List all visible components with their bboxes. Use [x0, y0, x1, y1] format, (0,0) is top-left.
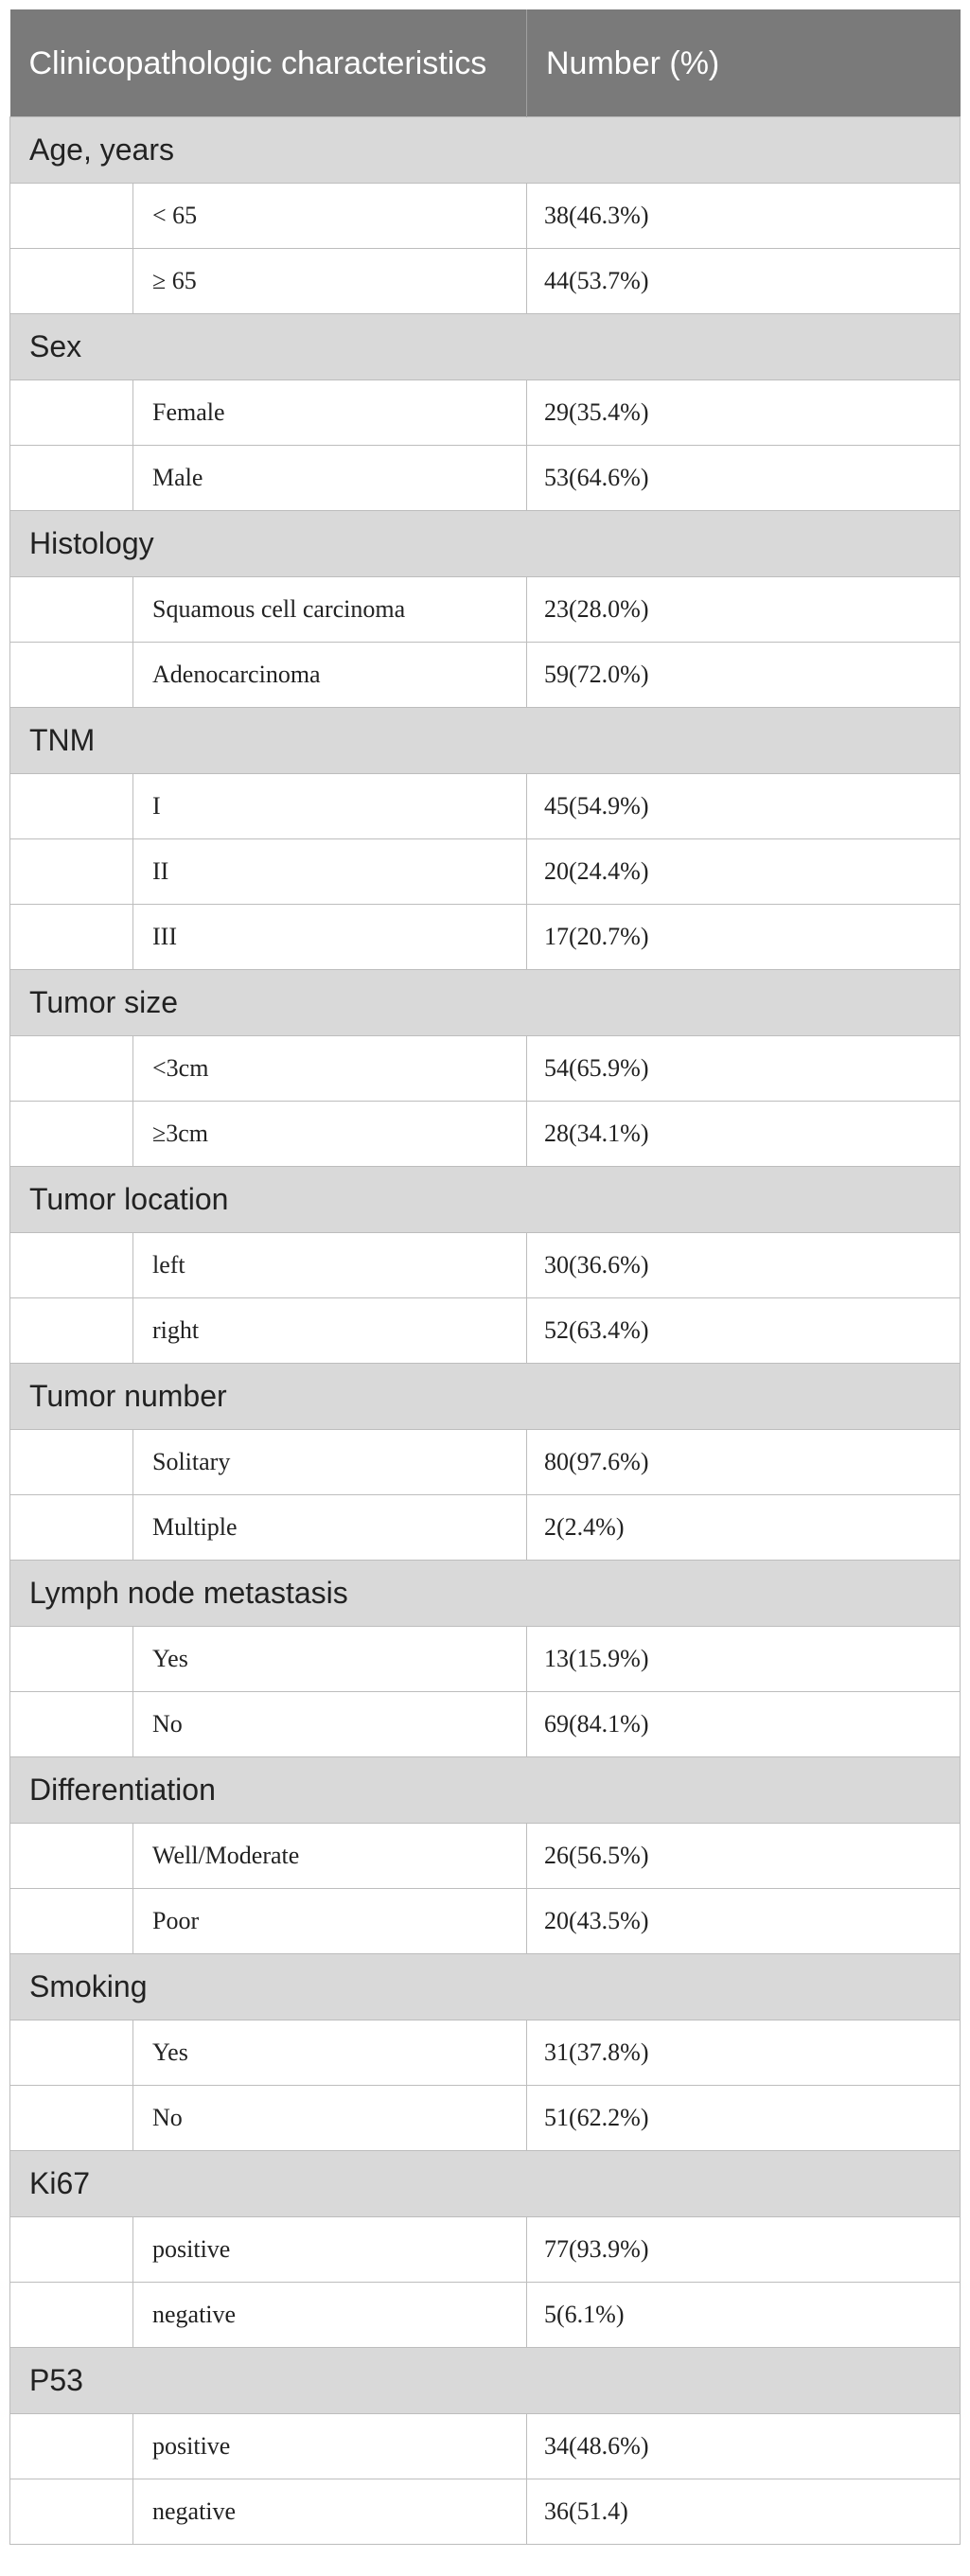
indent-cell — [10, 2217, 133, 2283]
indent-cell — [10, 2479, 133, 2545]
table-row — [10, 380, 961, 446]
row-value: 59(72.0%) — [527, 643, 961, 708]
category-row — [10, 970, 961, 1036]
table-row — [10, 249, 961, 314]
category-row — [10, 1561, 961, 1627]
row-label: Female — [133, 380, 527, 446]
category-label: TNM — [10, 708, 961, 774]
table-row — [10, 1692, 961, 1757]
table-row — [10, 1627, 961, 1692]
table-row — [10, 577, 961, 643]
table-row — [10, 1430, 961, 1495]
category-row — [10, 2151, 961, 2217]
category-row — [10, 1757, 961, 1824]
row-value: 5(6.1%) — [527, 2283, 961, 2348]
row-value: 53(64.6%) — [527, 446, 961, 511]
indent-cell — [10, 1692, 133, 1757]
indent-cell — [10, 1430, 133, 1495]
indent-cell — [10, 1889, 133, 1954]
category-label: Ki67 — [10, 2151, 961, 2217]
table-row — [10, 1824, 961, 1889]
row-value: 52(63.4%) — [527, 1298, 961, 1364]
indent-cell — [10, 1036, 133, 1102]
row-value: 69(84.1%) — [527, 1692, 961, 1757]
row-value: 31(37.8%) — [527, 2020, 961, 2086]
row-value: 13(15.9%) — [527, 1627, 961, 1692]
row-label: III — [133, 905, 527, 970]
row-value: 23(28.0%) — [527, 577, 961, 643]
row-label: Multiple — [133, 1495, 527, 1561]
row-label: Yes — [133, 2020, 527, 2086]
row-value: 2(2.4%) — [527, 1495, 961, 1561]
table-row — [10, 905, 961, 970]
row-label: I — [133, 774, 527, 839]
row-label: positive — [133, 2217, 527, 2283]
row-label: Solitary — [133, 1430, 527, 1495]
table-row — [10, 2086, 961, 2151]
indent-cell — [10, 643, 133, 708]
table-body — [10, 117, 961, 2545]
category-row — [10, 1364, 961, 1430]
table-row — [10, 1233, 961, 1298]
row-label: II — [133, 839, 527, 905]
category-label: Lymph node metastasis — [10, 1561, 961, 1627]
row-label: < 65 — [133, 184, 527, 249]
row-value: 45(54.9%) — [527, 774, 961, 839]
table-row — [10, 2414, 961, 2479]
row-label: negative — [133, 2283, 527, 2348]
row-value: 20(43.5%) — [527, 1889, 961, 1954]
category-row — [10, 511, 961, 577]
indent-cell — [10, 839, 133, 905]
indent-cell — [10, 1298, 133, 1364]
table-row — [10, 1036, 961, 1102]
table-row — [10, 446, 961, 511]
row-label: negative — [133, 2479, 527, 2545]
category-row — [10, 708, 961, 774]
header-characteristics: Clinicopathologic characteristics — [10, 9, 527, 117]
category-row — [10, 314, 961, 380]
category-label: Tumor location — [10, 1167, 961, 1233]
row-label: No — [133, 1692, 527, 1757]
header-number: Number (%) — [527, 9, 961, 117]
row-value: 44(53.7%) — [527, 249, 961, 314]
row-value: 54(65.9%) — [527, 1036, 961, 1102]
table-row — [10, 2479, 961, 2545]
indent-cell — [10, 2086, 133, 2151]
indent-cell — [10, 2414, 133, 2479]
table-row — [10, 1298, 961, 1364]
category-row — [10, 2348, 961, 2414]
table-row — [10, 2283, 961, 2348]
row-value: 17(20.7%) — [527, 905, 961, 970]
indent-cell — [10, 905, 133, 970]
row-value: 34(48.6%) — [527, 2414, 961, 2479]
indent-cell — [10, 1627, 133, 1692]
row-label: No — [133, 2086, 527, 2151]
row-label: left — [133, 1233, 527, 1298]
category-label: Smoking — [10, 1954, 961, 2020]
category-label: Histology — [10, 511, 961, 577]
row-value: 29(35.4%) — [527, 380, 961, 446]
row-value: 30(36.6%) — [527, 1233, 961, 1298]
row-value: 20(24.4%) — [527, 839, 961, 905]
row-label: Adenocarcinoma — [133, 643, 527, 708]
row-value: 36(51.4) — [527, 2479, 961, 2545]
table-row — [10, 1495, 961, 1561]
category-row — [10, 1167, 961, 1233]
row-value: 38(46.3%) — [527, 184, 961, 249]
category-label: Differentiation — [10, 1757, 961, 1824]
clinicopathologic-table — [9, 9, 961, 2545]
indent-cell — [10, 1824, 133, 1889]
indent-cell — [10, 184, 133, 249]
header-row — [10, 9, 961, 117]
indent-cell — [10, 1495, 133, 1561]
row-value: 28(34.1%) — [527, 1102, 961, 1167]
row-label: positive — [133, 2414, 527, 2479]
indent-cell — [10, 577, 133, 643]
category-row — [10, 1954, 961, 2020]
category-label: Tumor size — [10, 970, 961, 1036]
indent-cell — [10, 1233, 133, 1298]
indent-cell — [10, 380, 133, 446]
row-label: Squamous cell carcinoma — [133, 577, 527, 643]
row-label: ≥3cm — [133, 1102, 527, 1167]
row-label: Poor — [133, 1889, 527, 1954]
indent-cell — [10, 446, 133, 511]
category-label: Age, years — [10, 117, 961, 184]
table-row — [10, 643, 961, 708]
row-label: Yes — [133, 1627, 527, 1692]
category-label: Sex — [10, 314, 961, 380]
category-label: P53 — [10, 2348, 961, 2414]
row-value: 51(62.2%) — [527, 2086, 961, 2151]
table-row — [10, 1889, 961, 1954]
indent-cell — [10, 2283, 133, 2348]
table-row — [10, 1102, 961, 1167]
row-value: 26(56.5%) — [527, 1824, 961, 1889]
row-label: ≥ 65 — [133, 249, 527, 314]
table-row — [10, 2020, 961, 2086]
indent-cell — [10, 249, 133, 314]
row-label: Well/Moderate — [133, 1824, 527, 1889]
row-label: Male — [133, 446, 527, 511]
indent-cell — [10, 1102, 133, 1167]
indent-cell — [10, 774, 133, 839]
table-row — [10, 2217, 961, 2283]
row-label: <3cm — [133, 1036, 527, 1102]
table-row — [10, 774, 961, 839]
indent-cell — [10, 2020, 133, 2086]
row-value: 80(97.6%) — [527, 1430, 961, 1495]
row-value: 77(93.9%) — [527, 2217, 961, 2283]
row-label: right — [133, 1298, 527, 1364]
table-row — [10, 839, 961, 905]
table-row — [10, 184, 961, 249]
category-label: Tumor number — [10, 1364, 961, 1430]
category-row — [10, 117, 961, 184]
